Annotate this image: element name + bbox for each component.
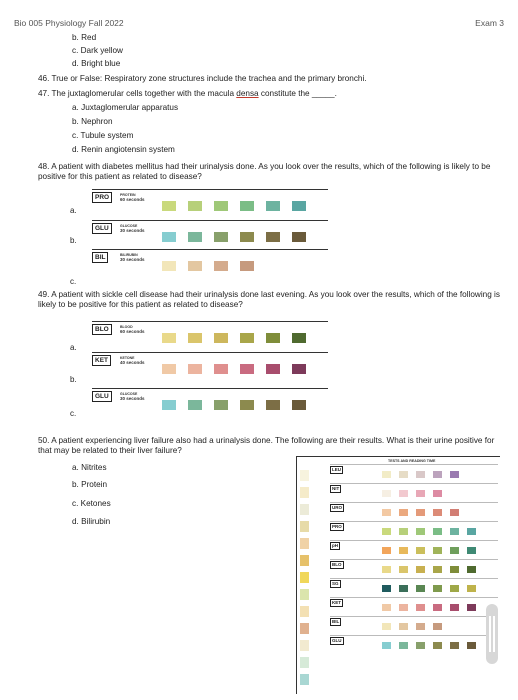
chart-row-swatch [382, 547, 391, 554]
q49-strip-1-read-time: 40 seconds [120, 360, 145, 365]
chart-row-swatch [416, 471, 425, 478]
result-strip-pad [300, 623, 309, 634]
q49-strip-0-color-swatch [214, 333, 228, 343]
result-strip-pad [300, 555, 309, 566]
chart-row-swatch [382, 623, 391, 630]
q49-letter-c: c. [70, 409, 77, 418]
result-strip-pad [300, 657, 309, 668]
chart-row-swatch [450, 585, 459, 592]
chart-row-swatch [416, 604, 425, 611]
question-50: 50. A patient experiencing liver failure also had a urinalysis done. The following are their results. What is their urine positive for that may be related to their liver failure? [38, 436, 495, 455]
prev-option-b: b. Red [72, 33, 97, 42]
chart-row-swatch [450, 566, 459, 573]
q48-strip-2-color-swatch [162, 261, 176, 271]
q47-option-d: d. Renin angiotensin system [72, 145, 175, 154]
chart-row-swatch [467, 547, 476, 554]
prev-option-d: d. Bright blue [72, 59, 121, 68]
q49-letter-a: a. [70, 343, 77, 352]
q48-strip-0-color-swatch [292, 201, 306, 211]
chart-row-swatch [399, 623, 408, 630]
q47-option-a: a. Juxtaglomerular apparatus [72, 103, 179, 112]
question-47-post: constitute the _____. [258, 89, 337, 98]
chart-row-swatch [399, 566, 408, 573]
chart-top-rule [296, 456, 500, 457]
chart-row-swatch [416, 528, 425, 535]
q49-strip-1-code-box: KET [92, 355, 111, 366]
question-46: 46. True or False: Respiratory zone structures include the trachea and the primary bronchi. [38, 74, 367, 83]
chart-row-swatch [450, 471, 459, 478]
q50-option-b: b. Protein [72, 480, 108, 489]
chart-row-swatch [399, 490, 408, 497]
q49-strip-2-color-swatch [162, 400, 176, 410]
chart-row-swatch [399, 528, 408, 535]
chart-row-swatch [450, 547, 459, 554]
chart-row-swatch [450, 509, 459, 516]
chart-row-swatch [382, 528, 391, 535]
chart-row-swatch [467, 604, 476, 611]
q48-strip-2-color-swatch [188, 261, 202, 271]
q48-strip-1-top-rule [92, 220, 328, 221]
q48-strip-0-test-name: PROTEIN [120, 193, 136, 197]
q48-letter-c: c. [70, 277, 77, 286]
q48-strip-1-color-swatch [240, 232, 254, 242]
q50-option-c: c. Ketones [72, 499, 111, 508]
q49-strip-1-color-swatch [266, 364, 280, 374]
chart-row-code: pH [332, 543, 338, 548]
chart-row-swatch [467, 585, 476, 592]
result-strip-pad [300, 487, 309, 498]
chart-row-swatch [382, 604, 391, 611]
q48-strip-0-color-swatch [266, 201, 280, 211]
question-48: 48. A patient with diabetes mellitus had their urinalysis done. As you look over the results, which of the following is likely to be positive for this patient as related to disease? [38, 162, 491, 181]
q49-strip-2-read-time: 30 seconds [120, 396, 145, 401]
q48-strip-0-color-swatch [240, 201, 254, 211]
chart-row-swatch [433, 585, 442, 592]
chart-row-swatch [399, 642, 408, 649]
chart-row-swatch [382, 509, 391, 516]
chart-row-swatch [382, 471, 391, 478]
chart-row-rule [330, 540, 498, 541]
q48-strip-2-top-rule [92, 249, 328, 250]
q49-strip-0-code-box: BLO [92, 324, 112, 335]
q47-option-c: c. Tubule system [72, 131, 134, 140]
chart-row-swatch [382, 490, 391, 497]
chart-row-rule [330, 559, 498, 560]
q48-strip-0-read-time: 60 seconds [120, 197, 145, 202]
question-47-pre: 47. The juxtaglomerular cells together with the macula [38, 89, 237, 98]
chart-row-code: GLU [332, 638, 342, 643]
chart-row-swatch [433, 490, 442, 497]
chart-row-swatch [416, 490, 425, 497]
q48-strip-2-code-box: BIL [92, 252, 108, 263]
result-strip-pad [300, 572, 309, 583]
chart-row-swatch [433, 471, 442, 478]
chart-row-swatch [416, 623, 425, 630]
chart-row-swatch [416, 509, 425, 516]
chart-row-code: PRO [332, 524, 342, 529]
result-strip-pad [300, 470, 309, 481]
q49-strip-0-color-swatch [240, 333, 254, 343]
course-header: Bio 005 Physiology Fall 2022 [14, 18, 124, 28]
q49-letter-b: b. [70, 375, 77, 384]
chart-row-code: LEU [332, 467, 341, 472]
chart-row-swatch [416, 585, 425, 592]
chart-row-swatch [433, 623, 442, 630]
q48-strip-2-test-name: BILIRUBIN [120, 253, 138, 257]
q49-strip-1-color-swatch [162, 364, 176, 374]
q48-strip-2-color-swatch [214, 261, 228, 271]
chart-row-swatch [399, 471, 408, 478]
q49-strip-0-top-rule [92, 321, 328, 322]
chart-title: TESTS AND READING TIME [388, 459, 436, 463]
chart-row-swatch [399, 509, 408, 516]
q49-strip-0-color-swatch [266, 333, 280, 343]
chart-row-swatch [433, 547, 442, 554]
chart-row-swatch [382, 585, 391, 592]
q48-strip-2-read-time: 30 seconds [120, 257, 145, 262]
chart-row-code: SG [332, 581, 339, 586]
chart-row-rule [330, 483, 498, 484]
q49-strip-0-read-time: 60 seconds [120, 329, 145, 334]
question-47-word: densa [236, 89, 259, 98]
result-strip-pad [300, 538, 309, 549]
q49-strip-2-color-swatch [240, 400, 254, 410]
q48-strip-0-top-rule [92, 189, 328, 190]
q48-strip-2-color-swatch [240, 261, 254, 271]
q49-strip-0-test-name: BLOOD [120, 325, 133, 329]
chart-row-swatch [399, 585, 408, 592]
chart-row-code: URO [332, 505, 342, 510]
q47-option-b: b. Nephron [72, 117, 113, 126]
result-strip-pad [300, 606, 309, 617]
q48-strip-1-color-swatch [214, 232, 228, 242]
chart-row-rule [330, 502, 498, 503]
q48-strip-1-color-swatch [188, 232, 202, 242]
q48-strip-1-read-time: 30 seconds [120, 228, 145, 233]
q49-strip-2-code-box: GLU [92, 391, 112, 402]
chart-row-rule [330, 635, 498, 636]
chart-row-rule [330, 597, 498, 598]
chart-row-rule [330, 578, 498, 579]
question-47 [38, 89, 337, 99]
chart-row-swatch [382, 642, 391, 649]
chart-row-swatch [467, 642, 476, 649]
chart-row-code: KET [332, 600, 341, 605]
chart-row-swatch [399, 604, 408, 611]
chart-row-swatch [433, 528, 442, 535]
result-strip-pad [300, 504, 309, 515]
chart-row-swatch [450, 528, 459, 535]
chart-row-swatch [433, 642, 442, 649]
chart-row-swatch [416, 547, 425, 554]
chart-row-swatch [450, 642, 459, 649]
chart-left-rule [296, 456, 297, 694]
q49-strip-2-color-swatch [266, 400, 280, 410]
q49-strip-1-top-rule [92, 352, 328, 353]
chart-row-swatch [467, 566, 476, 573]
q49-strip-0-color-swatch [188, 333, 202, 343]
chart-row-code: BIL [332, 619, 340, 624]
scroll-handle[interactable] [486, 604, 498, 664]
result-strip-pad [300, 674, 309, 685]
q49-strip-2-color-swatch [292, 400, 306, 410]
q48-strip-0-color-swatch [214, 201, 228, 211]
chart-row-swatch [433, 604, 442, 611]
q49-strip-2-top-rule [92, 388, 328, 389]
chart-row-rule [330, 464, 498, 465]
chart-row-code: BLO [332, 562, 342, 567]
q49-strip-1-color-swatch [188, 364, 202, 374]
exam-label: Exam 3 [475, 18, 504, 28]
q49-strip-1-test-name: KETONE [120, 356, 135, 360]
q48-strip-1-color-swatch [292, 232, 306, 242]
chart-row-swatch [416, 642, 425, 649]
q49-strip-1-color-swatch [292, 364, 306, 374]
q48-letter-b: b. [70, 236, 77, 245]
chart-row-rule [330, 616, 498, 617]
chart-row-rule [330, 521, 498, 522]
q48-strip-0-code-box: PRO [92, 192, 112, 203]
chart-row-swatch [433, 509, 442, 516]
chart-row-swatch [450, 604, 459, 611]
chart-row-swatch [416, 566, 425, 573]
q50-option-d: d. Bilirubin [72, 517, 111, 526]
result-strip-pad [300, 640, 309, 651]
q48-strip-1-code-box: GLU [92, 223, 112, 234]
q48-strip-1-color-swatch [162, 232, 176, 242]
q49-strip-0-color-swatch [162, 333, 176, 343]
q49-strip-2-color-swatch [188, 400, 202, 410]
q49-strip-1-color-swatch [240, 364, 254, 374]
chart-row-code: NIT [332, 486, 340, 491]
q48-strip-0-color-swatch [188, 201, 202, 211]
q48-strip-1-color-swatch [266, 232, 280, 242]
q49-strip-2-color-swatch [214, 400, 228, 410]
question-49: 49. A patient with sickle cell disease had their urinalysis done last evening. As you look over the results, which of the following is likely to be positive for this patient as related to disease? [38, 290, 500, 309]
q49-strip-0-color-swatch [292, 333, 306, 343]
chart-row-swatch [399, 547, 408, 554]
chart-row-swatch [382, 566, 391, 573]
chart-row-swatch [467, 528, 476, 535]
result-strip-pad [300, 521, 309, 532]
q48-letter-a: a. [70, 206, 77, 215]
q49-strip-1-color-swatch [214, 364, 228, 374]
result-strip-pad [300, 589, 309, 600]
prev-option-c: c. Dark yellow [72, 46, 123, 55]
q48-strip-0-color-swatch [162, 201, 176, 211]
chart-row-swatch [433, 566, 442, 573]
q50-option-a: a. Nitrites [72, 463, 107, 472]
q49-strip-2-test-name: GLUCOSE [120, 392, 138, 396]
q48-strip-1-test-name: GLUCOSE [120, 224, 138, 228]
